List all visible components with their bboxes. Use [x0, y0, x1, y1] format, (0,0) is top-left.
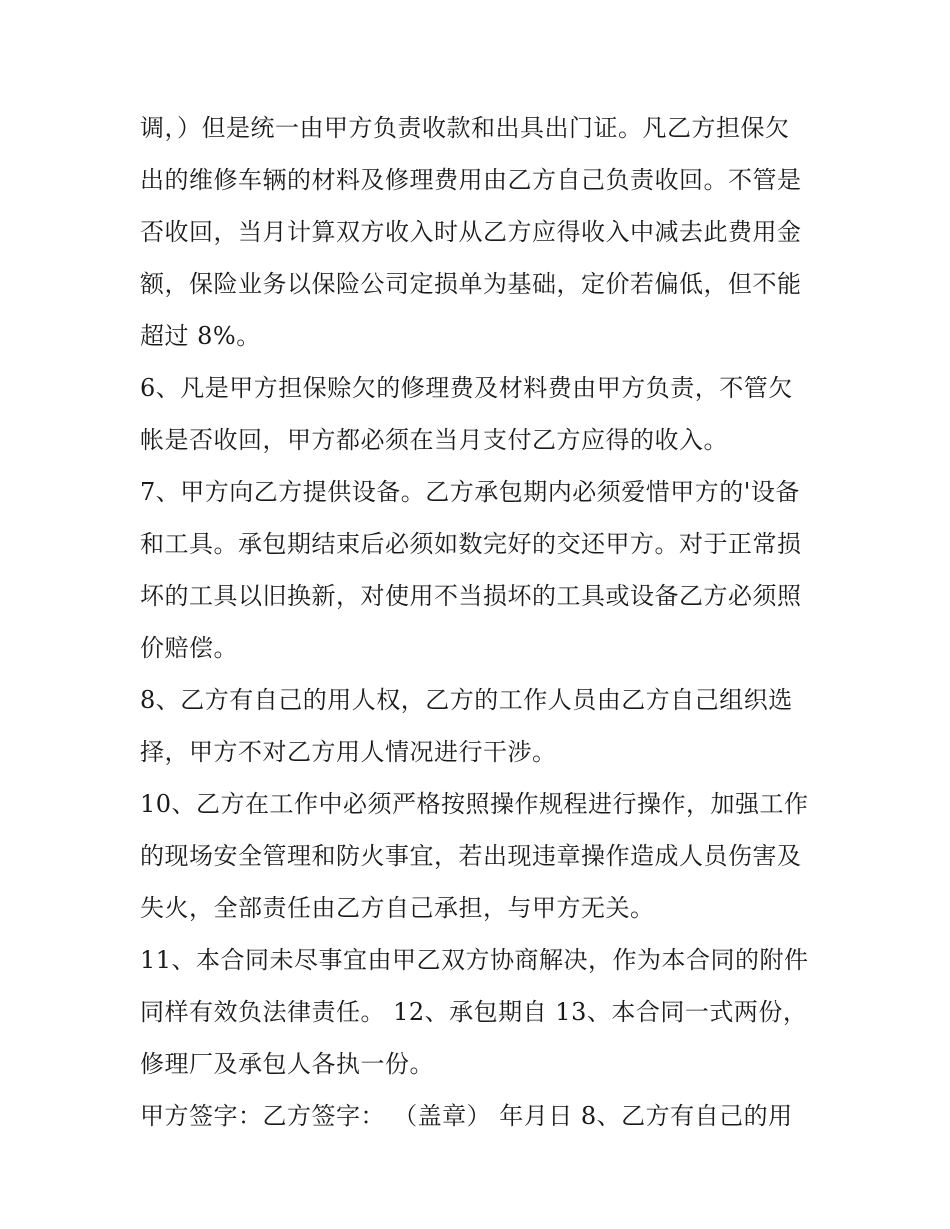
paragraph-clause-7	[140, 466, 830, 674]
text-line: 11、本合同未尽事宜由甲乙双方协商解决，作为本合同的附件	[140, 946, 809, 974]
text-line: 坏的工具以旧换新，对使用不当损坏的工具或设备乙方必须照	[140, 582, 802, 610]
text-line: 超过 8%。	[140, 322, 261, 350]
text-line: 的现场安全管理和防火事宜，若出现违章操作造成人员伤害及	[140, 842, 802, 870]
paragraph-clause-11	[140, 934, 830, 1090]
paragraph-clause-10	[140, 778, 830, 934]
text-line: 失火，全部责任由乙方自己承担，与甲方无关。	[140, 894, 655, 922]
text-line: 同样有效负法律责任。 12、承包期自 13、本合同一式两份，	[140, 998, 808, 1026]
text-line: 出的维修车辆的材料及修理费用由乙方自己负责收回。不管是	[140, 166, 802, 194]
text-line: 帐是否收回，甲方都必须在当月支付乙方应得的收入。	[140, 426, 728, 454]
text-line: 6、凡是甲方担保赊欠的修理费及材料费由甲方负责，不管欠	[140, 374, 793, 402]
signature-line: 甲方签字：乙方签字： （盖章） 年月日 8、乙方有自己的用	[140, 1102, 793, 1130]
text-line: 10、乙方在工作中必须严格按照操作规程进行操作，加强工作	[140, 790, 809, 818]
text-line: 修理厂及承包人各执一份。	[140, 1050, 434, 1078]
paragraph-clause-8	[140, 674, 830, 778]
text-line: 额，保险业务以保险公司定损单为基础，定价若偏低，但不能	[140, 270, 802, 298]
paragraph-continuation	[140, 102, 830, 362]
text-line: 和工具。承包期结束后必须如数完好的交还甲方。对于正常损	[140, 530, 802, 558]
text-line: 8、乙方有自己的用人权，乙方的工作人员由乙方自己组织选	[140, 686, 793, 714]
paragraph-clause-6	[140, 362, 830, 466]
text-line: 7、甲方向乙方提供设备。乙方承包期内必须爱惜甲方的'设备	[140, 478, 800, 506]
text-line: 否收回，当月计算双方收入时从乙方应得收入中减去此费用金	[140, 218, 802, 246]
text-line: 择，甲方不对乙方用人情况进行干涉。	[140, 738, 557, 766]
text-line: 价赔偿。	[140, 634, 238, 662]
text-line: 调，）但是统一由甲方负责收款和出具出门证。凡乙方担保欠	[140, 114, 790, 142]
paragraph-signature	[140, 1090, 830, 1142]
document-body	[140, 102, 830, 1142]
